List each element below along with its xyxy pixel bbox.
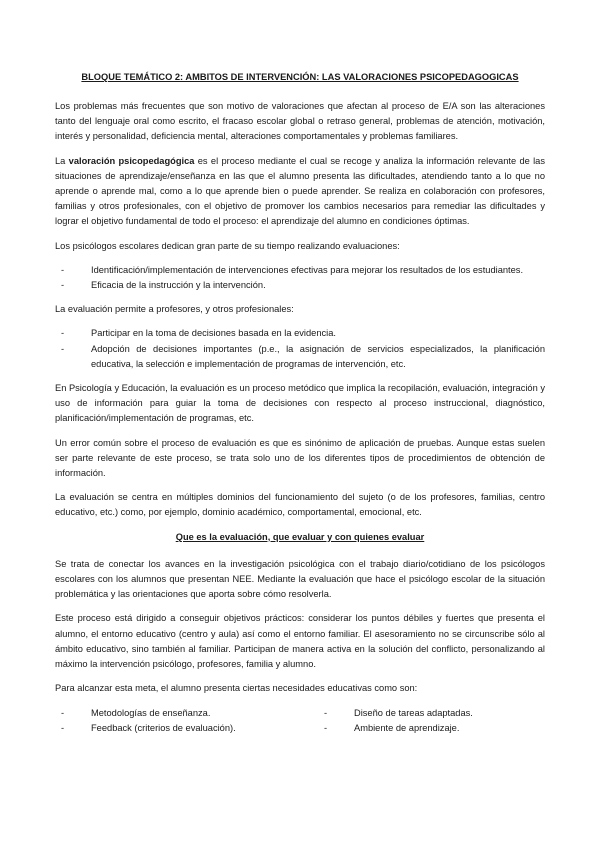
- paragraph-common-error: Un error común sobre el proceso de evaluación es que es sinónimo de aplicación de pruebas. Aunque estas suelen ser parte relevante de este proceso, se trata solo uno de los diferentes tipos de procedimientos de obtención de información.: [55, 437, 545, 479]
- list-item: - Diseño de tareas adaptadas.: [318, 706, 545, 721]
- page-title: BLOQUE TEMÁTICO 2: AMBITOS DE INTERVENCIÓN: LAS VALORACIONES PSICOPEDAGOGICAS: [81, 72, 519, 82]
- needs-columns: [55, 706, 545, 745]
- paragraph-psychologists: Los psicólogos escolares dedican gran parte de su tiempo realizando evaluaciones:: [55, 240, 400, 251]
- definition-term: valoración psicopedagógica: [68, 155, 195, 166]
- paragraph-problems: Los problemas más frecuentes que son motivo de valoraciones que afectan al proceso de E/A son las alteraciones tanto del lenguaje oral como escrito, el fracaso escolar global o retraso general, problemas de atención, motivación, interés y personalidad, deficiencia mental, alteraciones comportamentales y problemas familiares.: [55, 101, 545, 142]
- section-subtitle: Que es la evaluación, que evaluar y con quienes evaluar: [175, 531, 425, 542]
- paragraph-definition: [55, 154, 545, 230]
- dash-marker: -: [61, 328, 65, 339]
- list-item: - Adopción de decisiones importantes (p.e., la asignación de servicios especializados, la planificación educativa, la selección e implementación de programas de intervención, etc.: [61, 343, 545, 369]
- list-item: - Ambiente de aprendizaje.: [318, 721, 545, 736]
- dash-marker: -: [324, 707, 328, 718]
- definition-text: es el proceso mediante el cual se recoge y analiza la información relevante de las situaciones de aprendizaje/enseñanza en las que el alumno presenta las dificultades, atendiendo tanto a lo que no aprende o aprende mal, como a lo que aprende bien o puede aprender. Se realiza en colaboración con profesores, familias y otros profesionales, con el objetivo de promover los cambios necesarios para remediar las dificultades y lograr el objetivo fundamental de todo el proceso: el aprendizaje del alumno en condiciones óptimas.: [55, 155, 545, 227]
- dash-marker: -: [61, 280, 65, 291]
- dash-marker: -: [61, 343, 65, 354]
- needs-list-right: [318, 706, 545, 736]
- definition-prefix: La: [55, 155, 69, 166]
- dash-marker: -: [61, 264, 65, 275]
- list-item: - Eficacia de la instrucción y la intervención.: [55, 278, 545, 293]
- dash-marker: -: [61, 707, 65, 718]
- list-item: - Metodologías de enseñanza.: [55, 706, 318, 721]
- dash-marker: -: [61, 722, 65, 733]
- paragraph-domains: La evaluación se centra en múltiples dominios del funcionamiento del sujeto (o de los profesores, familias, centro educativo, etc.) como, por ejemplo, dominio académico, comportamental, emocional, etc.: [55, 492, 545, 518]
- needs-list-left: [55, 706, 318, 736]
- paragraph-connect-research: Se trata de conectar los avances en la investigación psicológica con el trabajo diario/cotidiano de los psicólogos escolares con los alumnos que presentan NEE. Mediante la evaluación que hace el psicólogo escolar de la situación problemática y las orientaciones que aporta sobre cómo resolverla.: [55, 558, 545, 600]
- paragraph-evaluation-allows: La evaluación permite a profesores, y otros profesionales:: [55, 304, 294, 315]
- paragraph-methodical-process: En Psicología y Educación, la evaluación es un proceso metódico que implica la recopilación, evaluación, integración y uso de información para guiar la toma de decisiones con respecto al proceso instruccional, diagnóstico, planificación/implementación de programas, etc.: [55, 383, 545, 424]
- list-item: - Identificación/implementación de intervenciones efectivas para mejorar los resultados de los estudiantes.: [55, 263, 545, 278]
- list-evaluation-goals: [55, 263, 545, 293]
- list-item: - Participar en la toma de decisiones basada en la evidencia.: [55, 326, 545, 341]
- list-item: - Feedback (criterios de evaluación).: [55, 721, 318, 736]
- document-body: [55, 70, 545, 745]
- paragraph-practical-goals: Este proceso está dirigido a conseguir objetivos prácticos: considerar los puntos débiles y fuertes que presenta el alumno, el entorno educativo (centro y aula) así como el entorno familiar. El asesoramiento no se circunscribe sólo al ámbito educativo, sino también al familiar. Participan de manera activa en la solución del conflicto, personalizando al máximo la intervención psicólogo, profesores, familia y alumno.: [55, 613, 545, 670]
- list-evaluation-allows: [55, 326, 545, 372]
- paragraph-educational-needs: Para alcanzar esta meta, el alumno presenta ciertas necesidades educativas como son:: [55, 683, 418, 694]
- dash-marker: -: [324, 722, 328, 733]
